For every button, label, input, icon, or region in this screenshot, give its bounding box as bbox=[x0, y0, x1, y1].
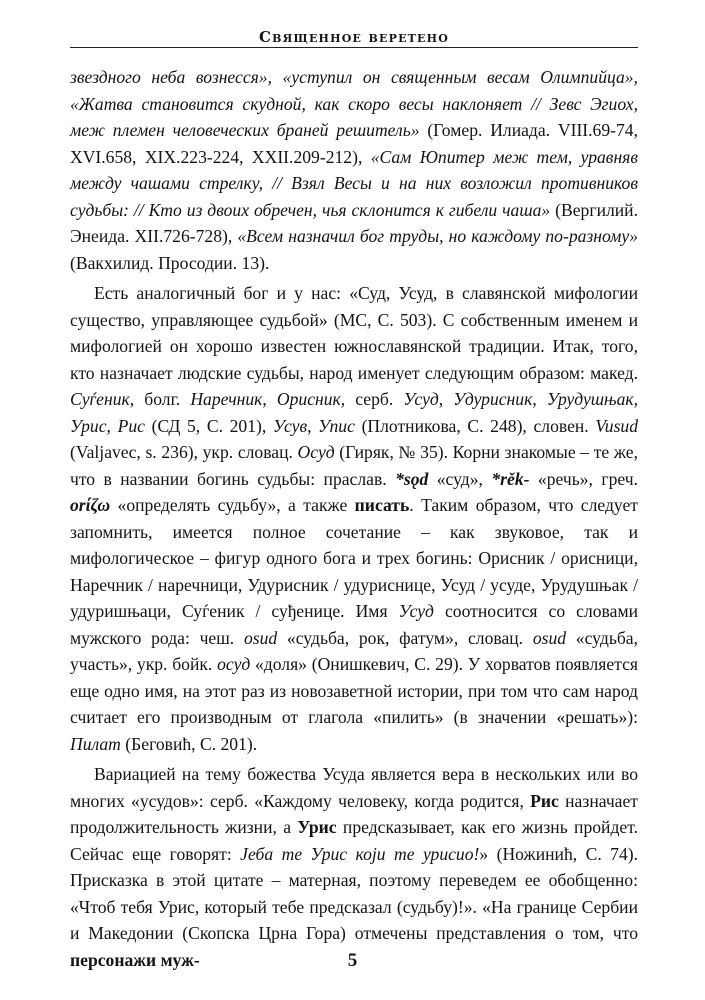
header-rule bbox=[70, 47, 638, 48]
text-run: , bbox=[106, 415, 118, 436]
text-run: «судьба, участь», укр. бойк. bbox=[70, 627, 638, 674]
text-run: предсказывает, как его жизнь пройдет. Сейчас еще говорят: bbox=[70, 817, 638, 864]
text-run: Наречник bbox=[190, 389, 263, 409]
text-run: персонажи муж- bbox=[70, 949, 200, 970]
text-run: Рис bbox=[117, 415, 145, 436]
text-run: «суд», bbox=[428, 468, 492, 489]
text-run: , болг. bbox=[129, 389, 191, 409]
text-run: Урудушњак bbox=[546, 389, 634, 409]
text-run: Орисник bbox=[276, 389, 341, 409]
text-run: , bbox=[262, 389, 277, 409]
page-number: 5 bbox=[347, 950, 358, 971]
text-run: Пилат bbox=[70, 733, 121, 754]
text-run: (Беговић, С. 201). bbox=[120, 733, 258, 754]
text-run: писать bbox=[354, 495, 410, 515]
paragraph-3 bbox=[70, 761, 638, 973]
text-run: (СД 5, С. 201), bbox=[144, 415, 273, 436]
text-run: Удурисник bbox=[453, 389, 533, 409]
text-run: «Всем назначил бог труды, но каждому по-разному» bbox=[237, 226, 638, 246]
running-title: Священное веретено bbox=[259, 28, 449, 46]
text-run: Вариацией на тему божества Усуда является вера в нескольких или во многих «усудов»: серб. «Каждому человеку, когда родится, bbox=[70, 764, 638, 811]
text-run: (Вакхилид. Просодии. 13). bbox=[70, 252, 270, 273]
text-run: Усуд bbox=[403, 389, 439, 409]
text-run: звездного неба вознесся», «уступил он священным весам Олимпийца», «Жатва становится скудной, как скоро весы наклоняет // Зевс Эгиох, меж племен человеческих браней решитель» bbox=[70, 67, 638, 140]
text-run: «Сам Юпитер меж тем, уравняв между чашами стрелку, // Взял Весы и на них возложил противников судьбы: // Кто из двоих обречен, чья склонится к гибели чаша» bbox=[70, 146, 638, 220]
text-run: osud bbox=[532, 627, 567, 648]
text-run: Упис bbox=[318, 415, 355, 436]
text-run: osud bbox=[243, 627, 278, 648]
text-run: , bbox=[438, 389, 454, 409]
text-run: , bbox=[633, 389, 639, 409]
text-run: Осуд bbox=[297, 442, 335, 462]
text-run: (Вергилий. Энеида. XII.726-728), bbox=[70, 199, 638, 246]
text-run: «доля» (Онишкевич, С. 29). У хорватов появляется еще одно имя, на этот раз из новозаветной истории, при том что сам народ считает его производным от глагола «пилить» (в значении «решать»): bbox=[70, 654, 638, 727]
body-text bbox=[70, 64, 638, 973]
text-run: Vusud bbox=[595, 415, 639, 436]
text-run: «речь», греч. bbox=[529, 468, 638, 489]
text-run: *sǫd bbox=[395, 468, 429, 489]
paragraph-2 bbox=[70, 280, 638, 757]
text-run: Усуд bbox=[398, 601, 434, 621]
text-run: осуд bbox=[217, 654, 251, 674]
text-run: » (Ножинић, С. 74). Присказка в этой цитате – матерная, поэтому переведем ее обобщенно: «Чтоб тебя Урис, который тебе предсказал (судьбу)!». «На границе Сербии и Македонии (Скопска Црна Гора) отмечены представления о том, что bbox=[70, 843, 638, 943]
paragraph-1 bbox=[70, 64, 638, 276]
text-run: Јеба те Урис који те урисио! bbox=[240, 843, 480, 864]
text-run: (Плотникова, С. 248), словен. bbox=[354, 415, 596, 436]
text-run: , bbox=[307, 415, 319, 436]
text-run: Рис bbox=[530, 790, 559, 811]
text-run: «судьба, рок, фатум», словац. bbox=[277, 627, 533, 648]
text-run: «определять судьбу», а также bbox=[110, 495, 355, 515]
text-run: Есть аналогичный бог и у нас: «Суд, Усуд, в славянской мифологии существо, управляющее судьбой» (МС, С. 503). С собственным именем и мифологией он хорошо известен южнославянской традиции. Итак, того, кто назначает людские судьбы, народ именует следующим образом: макед. bbox=[70, 283, 638, 383]
text-run: (Гомер. Илиада. VIII.69-74, XVI.658, XIX.223-224, XXII.209-212), bbox=[70, 120, 638, 167]
text-run: Урис bbox=[70, 415, 107, 436]
text-run: , серб. bbox=[340, 389, 404, 409]
text-run: соотносится со словами мужского рода: чеш. bbox=[70, 601, 638, 648]
text-run: . Таким образом, что следует запомнить, имеется полное сочетание – как звуковое, так и мифологическое – фигур одного бога и трех богинь: Орисник / орисници, Наречник / наречници, Удурисник / удуриснице, Усуд / усуде, Урудушњак / удуришњаци, Суѓеник / суђенице. Имя bbox=[70, 495, 638, 621]
text-run: назначает продолжительность жизни, а bbox=[70, 790, 638, 837]
text-run: , bbox=[532, 389, 547, 409]
text-run: (Гиряк, № 35). Корни знакомые – те же, что в названии богинь судьбы: праслав. bbox=[70, 442, 638, 489]
text-run: orίζω bbox=[70, 495, 111, 515]
text-run: Урис bbox=[297, 817, 337, 837]
text-run: Суѓеник bbox=[70, 389, 130, 409]
text-run: (Valjavec, s. 236), укр. словац. bbox=[70, 442, 298, 462]
text-run: *rěk- bbox=[491, 468, 530, 489]
text-run: Усув bbox=[272, 415, 308, 436]
